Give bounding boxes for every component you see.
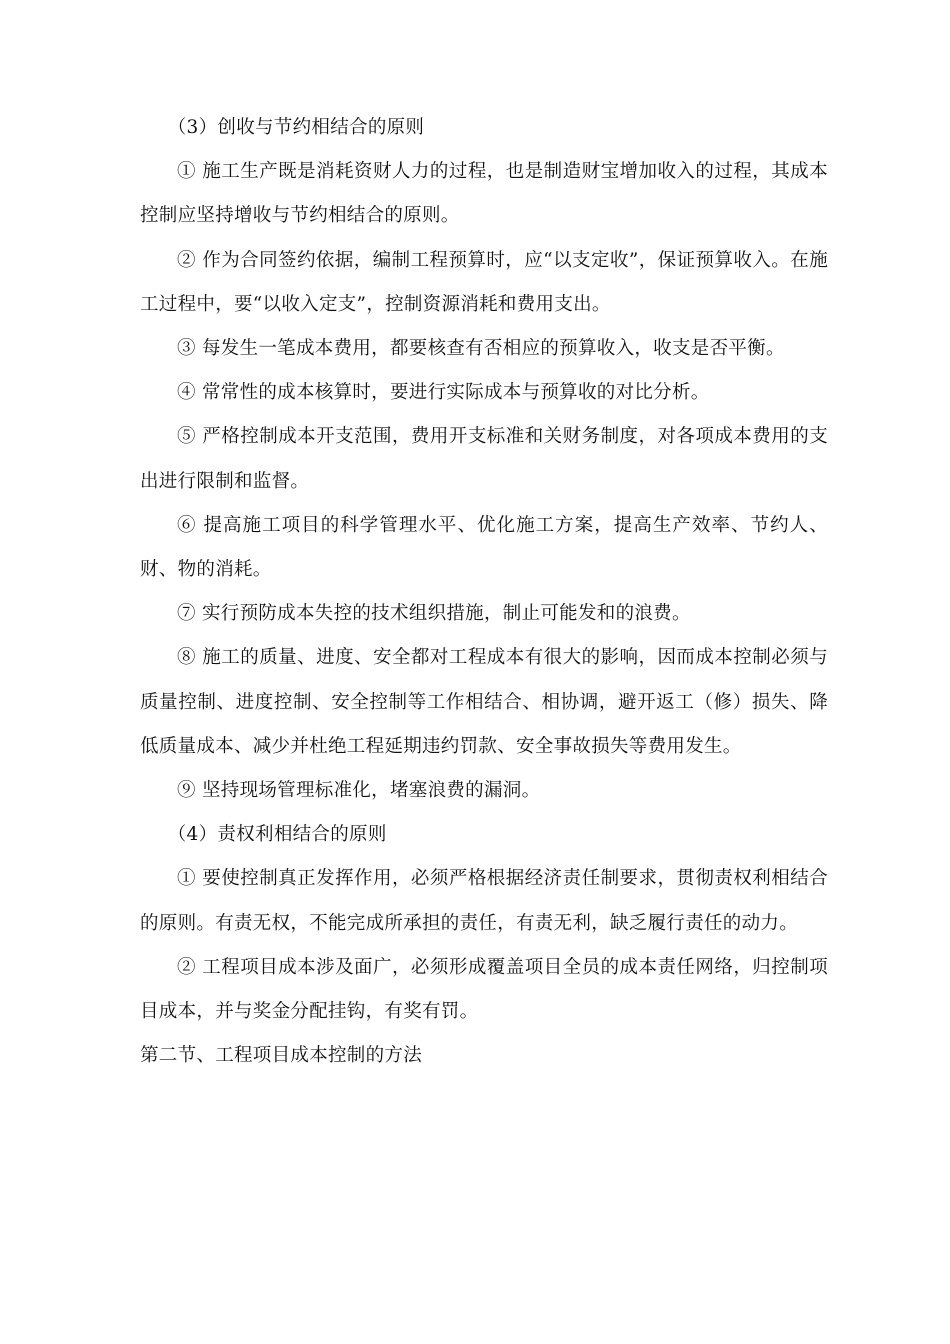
- section-heading: 第二节、工程项目成本控制的方法: [140, 1045, 423, 1067]
- subheading-principle-4: （4）责权利相结合的原则: [167, 824, 387, 846]
- paragraph-item-5: ⑤ 严格控制成本开支范围，费用开支标准和关财务制度，对各项成本费用的支出进行限制和监督。: [140, 426, 828, 492]
- subheading-principle-3: （3）创收与节约相结合的原则: [167, 117, 425, 138]
- paragraph-item-2: ② 作为合同签约依据，编制工程预算时，应“以支定收”，保证预算收入。在施工过程中，要“以收入定支”，控制资源消耗和费用支出。: [140, 249, 828, 315]
- paragraph-item-6: ⑥ 提高施工项目的科学管理水平、优化施工方案，提高生产效率、节约人、财、物的消耗。: [140, 514, 828, 581]
- paragraph-item-1: ① 施工生产既是消耗资财人力的过程，也是制造财宝增加收入的过程，其成本控制应坚持增收与节约相结合的原则。: [140, 161, 828, 227]
- paragraph-item-4: ④ 常常性的成本核算时，要进行实际成本与预算收的对比分析。: [177, 382, 710, 404]
- paragraph-item-3: ③ 每发生一笔成本费用，都要核查有否相应的预算收入，收支是否平衡。: [177, 338, 785, 360]
- paragraph-item-4-2: ② 工程项目成本涉及面广，必须形成覆盖项目全员的成本责任网络，归控制项目成本，并与奖金分配挂钩，有奖有罚。: [140, 956, 828, 1023]
- paragraph-item-4-1: ① 要使控制真正发挥作用，必须严格根据经济责任制要求，贯彻责权利相结合的原则。有责无权，不能完成所承担的责任，有责无利，缺乏履行责任的动力。: [140, 868, 828, 934]
- paragraph-item-7: ⑦ 实行预防成本失控的技术组织措施，制止可能发和的浪费。: [177, 603, 691, 625]
- paragraph-item-9: ⑨ 坚持现场管理标准化，堵塞浪费的漏洞。: [177, 780, 541, 802]
- document-body: [140, 106, 828, 1078]
- paragraph-item-8: ⑧ 施工的质量、进度、安全都对工程成本有很大的影响，因而成本控制必须与质量控制、进度控制、安全控制等工作相结合、相协调，避开返工（修）损失、降低质量成本、减少并杜绝工程延期违约罚款、安全事故损失等费用发生。: [140, 647, 828, 757]
